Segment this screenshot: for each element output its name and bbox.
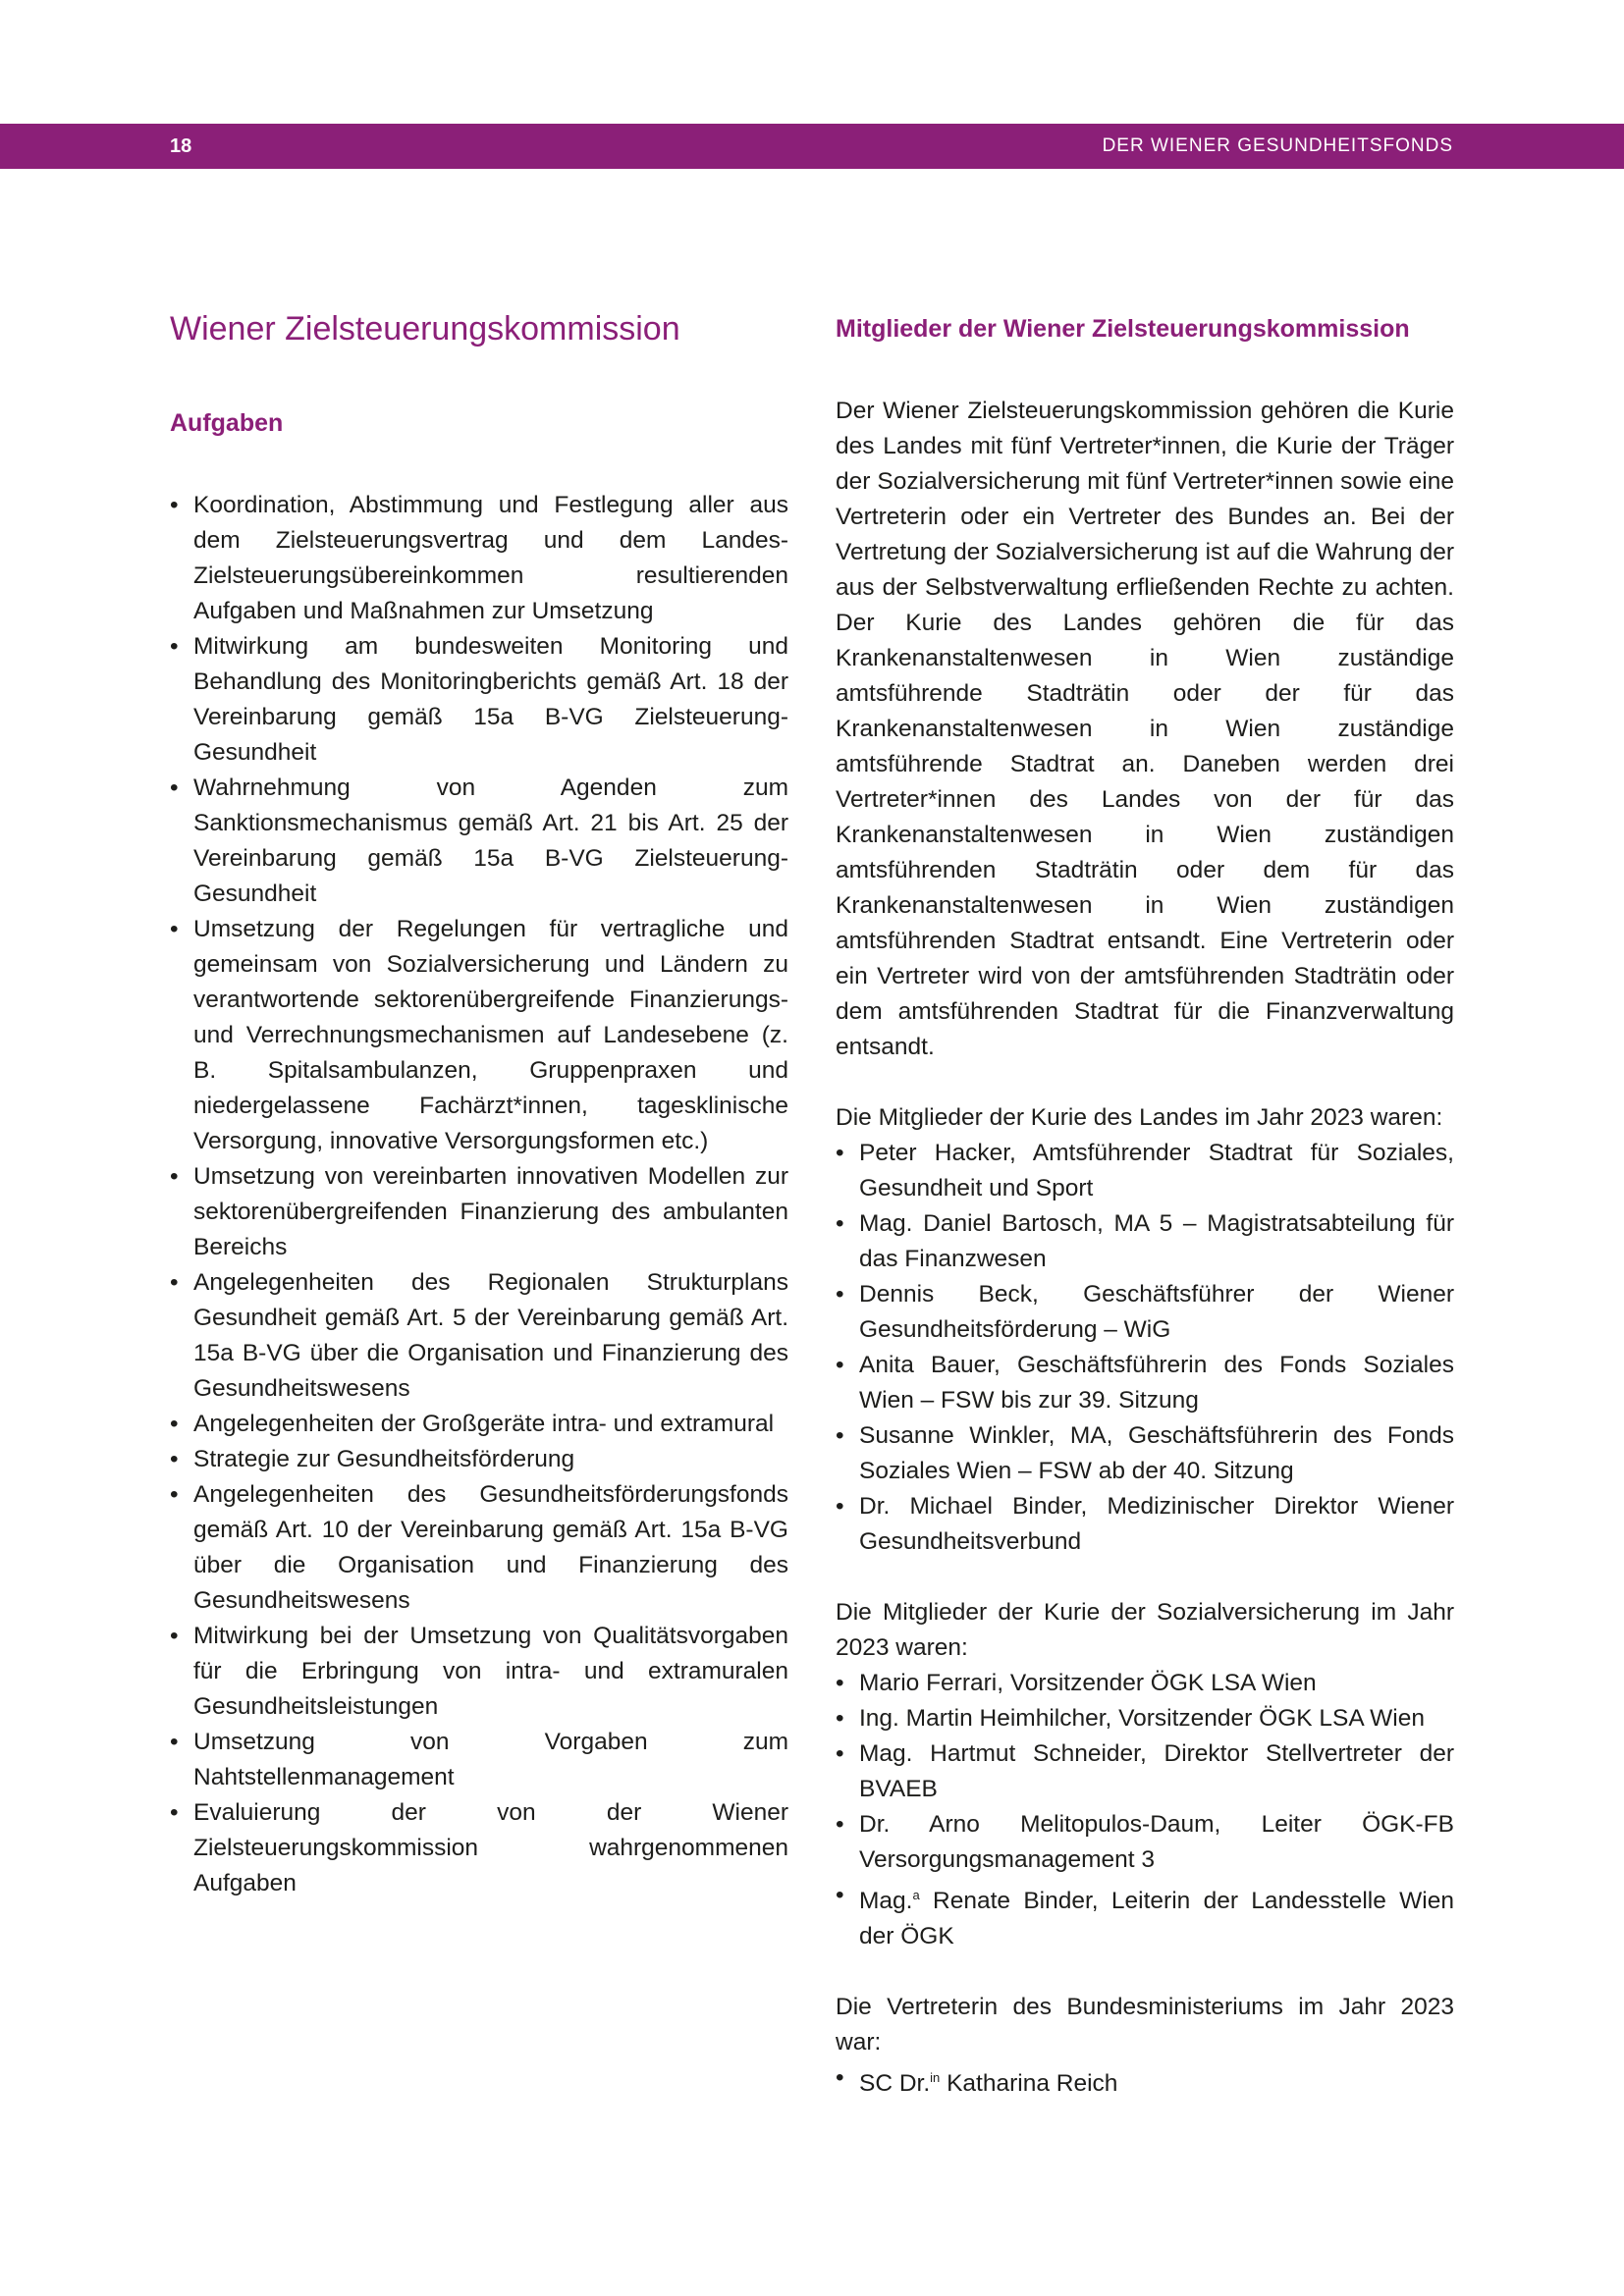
list-item: • Mitwirkung bei der Umsetzung von Qualitätsvorgaben für die Erbringung von intra- und extramuralen Gesundheitsleistungen — [170, 1619, 788, 1725]
list-item: • Wahrnehmung von Agenden zum Sanktionsmechanismus gemäß Art. 21 bis Art. 25 der Vereinbarung gemäß 15a B-VG Zielsteuerung-Gesundheit — [170, 771, 788, 912]
page-number: 18 — [170, 135, 192, 157]
header-bar — [0, 124, 1624, 169]
list-item: • Mag. Hartmut Schneider, Direktor Stellvertreter der BVAEB — [836, 1736, 1454, 1807]
land-intro: Die Mitglieder der Kurie des Landes im Jahr 2023 waren: — [836, 1104, 1443, 1131]
left-column — [170, 299, 788, 1901]
list-item: • Dr. Michael Binder, Medizinischer Direktor Wiener Gesundheitsverbund — [836, 1489, 1454, 1560]
list-item — [836, 2060, 1454, 2102]
list-item: • Strategie zur Gesundheitsförderung — [170, 1442, 788, 1477]
title-prefix: SC Dr. — [859, 2070, 931, 2098]
list-item: • Dennis Beck, Geschäftsführer der Wiener Gesundheitsförderung – WiG — [836, 1277, 1454, 1348]
members-heading: Mitglieder der Wiener Zielsteuerungskommission — [836, 315, 1410, 343]
list-item: • Dr. Arno Melitopulos-Daum, Leiter ÖGK-FB Versorgungsmanagement 3 — [836, 1807, 1454, 1878]
list-item: • Angelegenheiten des Regionalen Strukturplans Gesundheit gemäß Art. 5 der Vereinbarung gemäß Art. 15a B-VG über die Organisation und Finanzierung des Gesundheitswesens — [170, 1265, 788, 1407]
sv-members-list-last — [836, 1878, 1454, 1954]
tasks-list — [170, 488, 788, 1901]
list-item: • Mario Ferrari, Vorsitzender ÖGK LSA Wien — [836, 1666, 1454, 1701]
section-title: DER WIENER GESUNDHEITSFONDS — [1102, 135, 1453, 156]
list-item — [836, 1878, 1454, 1954]
tasks-heading: Aufgaben — [170, 409, 284, 437]
member-name: Katharina Reich — [940, 2070, 1118, 2098]
list-item: • Anita Bauer, Geschäftsführerin des Fonds Soziales Wien – FSW bis zur 39. Sitzung — [836, 1348, 1454, 1418]
title-superscript: in — [930, 2070, 941, 2086]
right-column — [836, 299, 1454, 2102]
page-title: Wiener Zielsteuerungskommission — [170, 310, 680, 347]
members-intro: Der Wiener Zielsteuerungskommission gehören die Kurie des Landes mit fünf Vertreter*innen, die Kurie der Träger der Sozialversicherung mit fünf Vertreter*innen sowie eine Vertreterin oder ein Vertreter des Bundes an. Bei der Vertretung der Sozialversicherung ist auf die Wahrung der aus der Selbstverwaltung erfließenden Rechte zu achten. Der Kurie des Landes gehören die für das Krankenanstaltenwesen in Wien zuständige amtsführende Stadträtin oder der für das Krankenanstaltenwesen in Wien zuständige amtsführende Stadtrat an. Daneben werden drei Vertreter*innen des Landes von der für das Krankenanstaltenwesen in Wien zuständigen amtsführenden Stadträtin oder dem für das Krankenanstaltenwesen in Wien zuständigen amtsführenden Stadtrat entsandt. Eine Vertreterin oder ein Vertreter wird von der amtsführenden Stadträtin oder dem amtsführenden Stadtrat für die Finanzverwaltung entsandt. — [836, 398, 1454, 1060]
sv-intro: Die Mitglieder der Kurie der Sozialversicherung im Jahr 2023 waren: — [836, 1599, 1454, 1661]
list-item: • Peter Hacker, Amtsführender Stadtrat für Soziales, Gesundheit und Sport — [836, 1136, 1454, 1206]
list-item: • Ing. Martin Heimhilcher, Vorsitzender ÖGK LSA Wien — [836, 1701, 1454, 1736]
land-members-list — [836, 1136, 1454, 1560]
list-item: • Evaluierung der von der Wiener Zielsteuerungskommission wahrgenommenen Aufgaben — [170, 1795, 788, 1901]
list-item: • Umsetzung der Regelungen für vertragliche und gemeinsam von Sozialversicherung und Ländern zu verantwortende sektorenübergreifende Finanzierungs- und Verrechnungsmechanismen auf Landesebene (z. B. Spitalsambulanzen, Gruppenpraxen und niedergelassene Fachärzt*innen, tagesklinische Versorgung, innovative Versorgungsformen etc.) — [170, 912, 788, 1159]
sv-members-list — [836, 1666, 1454, 1878]
list-item: • Umsetzung von Vorgaben zum Nahtstellenmanagement — [170, 1725, 788, 1795]
list-item: • Mag. Daniel Bartosch, MA 5 – Magistratsabteilung für das Finanzwesen — [836, 1206, 1454, 1277]
list-item: • Mitwirkung am bundesweiten Monitoring und Behandlung des Monitoringberichts gemäß Art. 18 der Vereinbarung gemäß 15a B-VG Zielsteuerung-Gesundheit — [170, 629, 788, 771]
list-item: • Koordination, Abstimmung und Festlegung aller aus dem Zielsteuerungsvertrag und dem Landes-Zielsteuerungsübereinkommen resultierenden Aufgaben und Maßnahmen zur Umsetzung — [170, 488, 788, 629]
list-item: • Umsetzung von vereinbarten innovativen Modellen zur sektorenübergreifenden Finanzierung des ambulanten Bereichs — [170, 1159, 788, 1265]
title-prefix: Mag. — [859, 1888, 913, 1915]
members-intro-paragraph — [836, 394, 1454, 1065]
list-item: • Susanne Winkler, MA, Geschäftsführerin des Fonds Soziales Wien – FSW ab der 40. Sitzung — [836, 1418, 1454, 1489]
bund-members-list — [836, 2060, 1454, 2102]
title-superscript: a — [912, 1888, 920, 1902]
member-name: Renate Binder, Leiterin der Landesstelle Wien der ÖGK — [859, 1888, 1454, 1950]
list-item: • Angelegenheiten der Großgeräte intra- und extramural — [170, 1407, 788, 1442]
list-item: • Angelegenheiten des Gesundheitsförderungsfonds gemäß Art. 10 der Vereinbarung gemäß Art. 15a B-VG über die Organisation und Finanzierung des Gesundheitswesens — [170, 1477, 788, 1619]
bund-intro: Die Vertreterin des Bundesministeriums im Jahr 2023 war: — [836, 1994, 1454, 2056]
